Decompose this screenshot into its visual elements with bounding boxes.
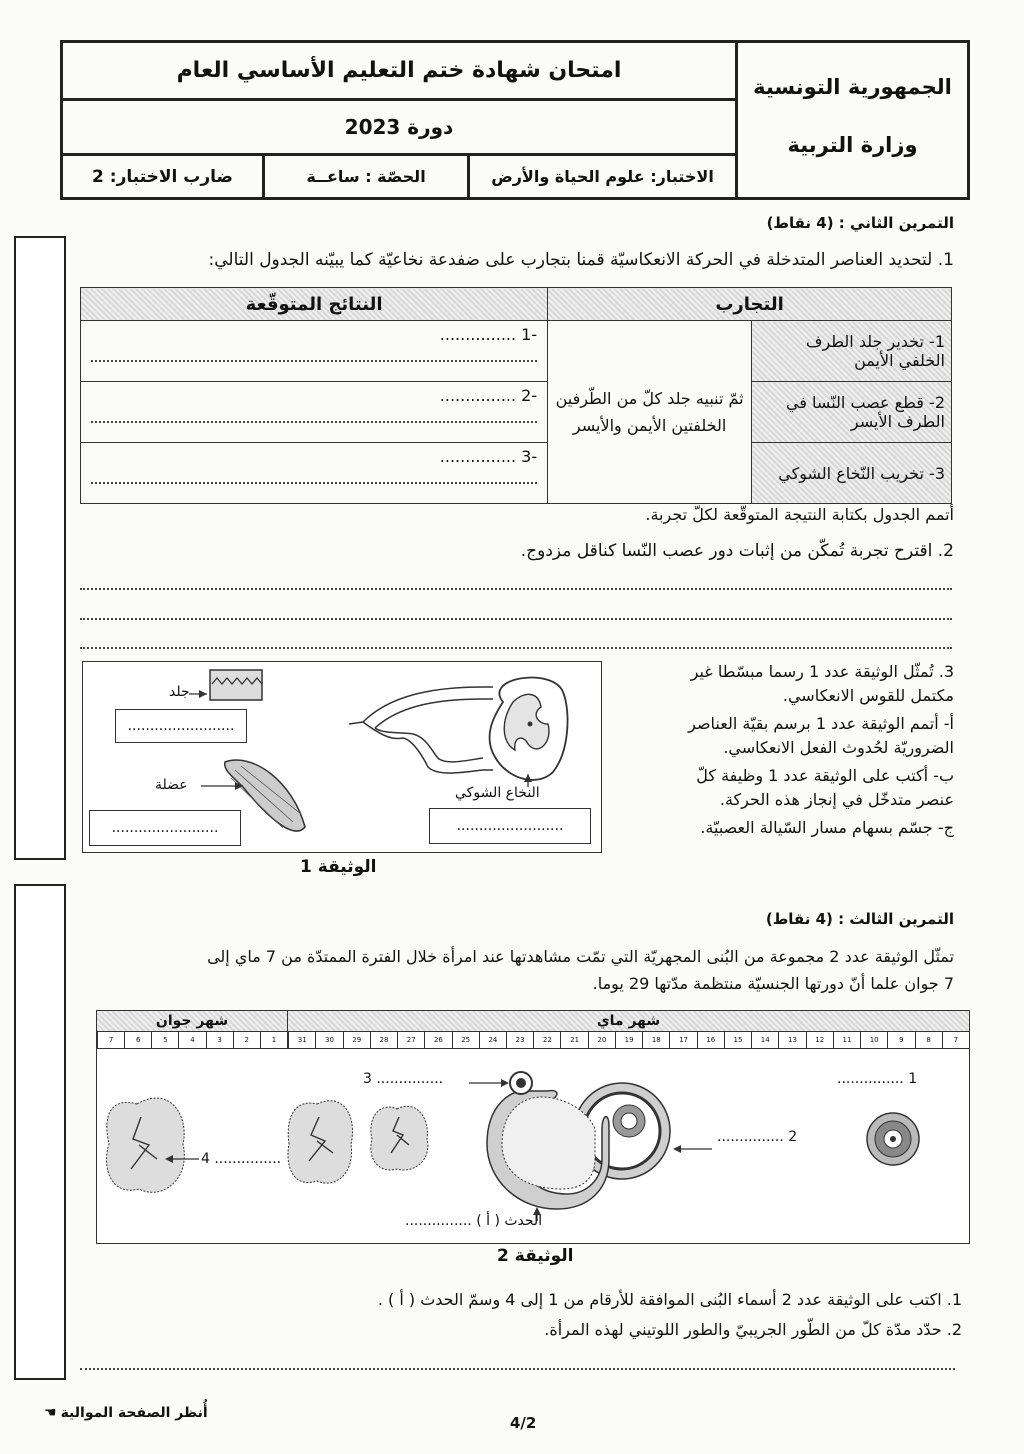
june-day-strip [97, 1032, 288, 1049]
result-3-label: -3 ............... [439, 447, 538, 466]
result-1[interactable] [81, 321, 548, 382]
exam-duration: الحصّة : ساعــة [262, 156, 467, 197]
col-experiments: التجارب [548, 288, 952, 321]
result-2[interactable] [81, 382, 548, 443]
may-day-cell: 27 [397, 1032, 424, 1048]
label-structure-3[interactable]: 3 ............... [363, 1071, 444, 1087]
grading-margin-box [14, 236, 66, 860]
may-day-cell: 9 [887, 1032, 914, 1048]
may-day-cell: 29 [343, 1032, 370, 1048]
q3-line-2: مكتمل للقوس الانعكاسي. [782, 686, 954, 705]
may-day-cell: 7 [942, 1032, 969, 1048]
may-day-cell: 28 [370, 1032, 397, 1048]
june-day-cell: 5 [151, 1032, 178, 1048]
answer-line[interactable] [80, 618, 952, 620]
result-1-label: -1 ............... [439, 325, 538, 344]
pointing-hand-icon: ☚ [44, 1405, 57, 1421]
may-day-cell: 16 [697, 1032, 724, 1048]
ex2-question-1: 1. لتحديد العناصر المتدخلة في الحركة الانعكاسيّة قمنا بتجارب على ضفدعة نخاعيّة كما يبيّنه الجدول التالي: [208, 250, 954, 270]
june-day-cell: 4 [178, 1032, 205, 1048]
label-structure-2[interactable]: ............... 2 [717, 1129, 798, 1145]
exercise-3-title: التمرين الثالث : (4 نقاط) [765, 910, 954, 928]
may-day-cell: 24 [479, 1032, 506, 1048]
may-day-cell: 17 [669, 1032, 696, 1048]
may-day-cell: 15 [724, 1032, 751, 1048]
label-muscle: عضلة [155, 777, 188, 793]
document-1-figure [82, 661, 602, 853]
q3c: ج- جسّم بسهام مسار السّيالة العصبيّة. [700, 818, 954, 837]
june-day-cell: 6 [124, 1032, 151, 1048]
ex3-question-2: 2. حدّد مدّة كلّ من الطّور الجريبيّ والطور اللوتيني لهذه المرأة. [544, 1320, 962, 1339]
may-day-cell: 19 [615, 1032, 642, 1048]
republic-name: الجمهورية التونسية [753, 75, 952, 99]
document-2-caption: الوثيقة 2 [497, 1246, 574, 1266]
june-day-cell: 2 [233, 1032, 260, 1048]
exam-subject: الاختبار: علوم الحياة والأرض [467, 156, 735, 197]
may-day-cell: 12 [806, 1032, 833, 1048]
q3b-line-2: عنصر متدخّل في إنجاز هذه الحركة. [719, 790, 954, 809]
grading-margin-box [14, 884, 66, 1380]
may-day-cell: 31 [288, 1032, 315, 1048]
label-skin: جلد [169, 684, 190, 700]
col-results: النتائج المتوقّعة [81, 288, 548, 321]
ministry-name: وزارة التربية [787, 133, 918, 157]
june-day-cell: 3 [206, 1032, 233, 1048]
document-1-caption: الوثيقة 1 [300, 857, 377, 877]
month-may: شهر ماي [288, 1011, 969, 1032]
ex3-question-1: 1. اكتب على الوثيقة عدد 2 أسماء البُنى الموافقة للأرقام من 1 إلى 4 وسمّ الحدث ( أ ) . [377, 1290, 962, 1309]
may-day-cell: 10 [860, 1032, 887, 1048]
page-number: 4/2 [510, 1414, 537, 1432]
may-day-cell: 23 [506, 1032, 533, 1048]
answer-line[interactable] [80, 647, 952, 649]
may-day-strip [288, 1032, 969, 1049]
answer-line[interactable] [80, 1368, 955, 1370]
blank-box-skin[interactable]: ........................ [115, 709, 247, 743]
may-day-cell: 20 [588, 1032, 615, 1048]
may-day-cell: 30 [315, 1032, 342, 1048]
ex3-intro [64, 943, 954, 997]
blank-box-muscle[interactable]: ........................ [89, 810, 241, 846]
result-2-label: -2 ............... [439, 386, 538, 405]
answer-line[interactable] [80, 588, 952, 590]
ex2-complete-instruction: أتمم الجدول بكتابة النتيجة المتوقّعة لكلّ تجربة. [645, 505, 954, 524]
may-day-cell: 21 [560, 1032, 587, 1048]
may-day-cell: 26 [424, 1032, 451, 1048]
may-day-cell: 18 [642, 1032, 669, 1048]
q3a-line-2: الضروريّة لحُدوث الفعل الانعكاسي. [723, 738, 954, 757]
next-page-text: أُنظر الصفحة الموالية [60, 1405, 208, 1421]
ex2-question-3 [614, 660, 954, 840]
may-day-cell: 22 [533, 1032, 560, 1048]
may-day-cell: 13 [778, 1032, 805, 1048]
experiment-1: 1- تخدير جلد الطرف الخلفي الأيمن [752, 321, 952, 382]
experiment-3: 3- تخريب النّخاع الشوكي [752, 443, 952, 504]
structure-4-corpus-luteum [107, 1098, 428, 1192]
next-page-note [44, 1405, 208, 1421]
experiment-common: ثمّ تنبيه جلد كلّ من الطّرفين الخلفتين الأيمن والأيسر [548, 321, 752, 504]
label-spinal-cord: النخاع الشوكي [455, 785, 540, 801]
ex2-question-2: 2. اقترح تجربة تُمكّن من إثبات دور عصب النّسا كناقل مزدوج. [520, 541, 954, 561]
label-structure-1[interactable]: ............... 1 [837, 1071, 918, 1087]
q3b-line-1: ب- أكتب على الوثيقة عدد 1 وظيفة كلّ [696, 766, 954, 785]
exam-session: دورة 2023 [63, 101, 735, 156]
label-event-a[interactable]: الحدث ( أ ) ............... [405, 1213, 543, 1229]
result-3[interactable] [81, 443, 548, 504]
blank-box-spinal-cord[interactable]: ........................ [429, 808, 591, 844]
document-2-figure [96, 1010, 970, 1244]
exercise-2-title: التمرين الثاني : (4 نقاط) [766, 214, 954, 232]
exam-header [60, 40, 970, 200]
ex3-intro-line-1: تمثّل الوثيقة عدد 2 مجموعة من البُنى المجهريّة التي تمّت مشاهدتها عند امرأة خلال الفترة الممتدّة من 7 ماي إلى [207, 947, 954, 966]
may-day-cell: 11 [833, 1032, 860, 1048]
q3-line-1: 3. تُمثّل الوثيقة عدد 1 رسما مبسّطا غير [690, 662, 954, 681]
experiments-table [80, 287, 952, 504]
may-day-cell: 8 [915, 1032, 942, 1048]
month-june: شهر جوان [97, 1011, 288, 1032]
june-day-cell: 1 [260, 1032, 287, 1048]
may-day-cell: 25 [452, 1032, 479, 1048]
exam-coefficient: ضارب الاختبار: 2 [92, 166, 233, 187]
experiment-2: 2- قطع عصب النّسا في الطرف الأيسر [752, 382, 952, 443]
ex3-intro-line-2: 7 جوان علما أنّ دورتها الجنسيّة منتظمة مدّتها 29 يوما. [592, 974, 954, 994]
may-day-cell: 14 [751, 1032, 778, 1048]
exam-title: امتحان شهادة ختم التعليم الأساسي العام [63, 43, 735, 101]
q3a-line-1: أ- أتمم الوثيقة عدد 1 برسم بقيّة العناصر [688, 714, 954, 733]
label-structure-4[interactable]: 4 ............... [201, 1151, 282, 1167]
issuer-block [735, 43, 967, 197]
june-day-cell: 7 [97, 1032, 124, 1048]
structure-1-follicle [867, 1113, 919, 1165]
